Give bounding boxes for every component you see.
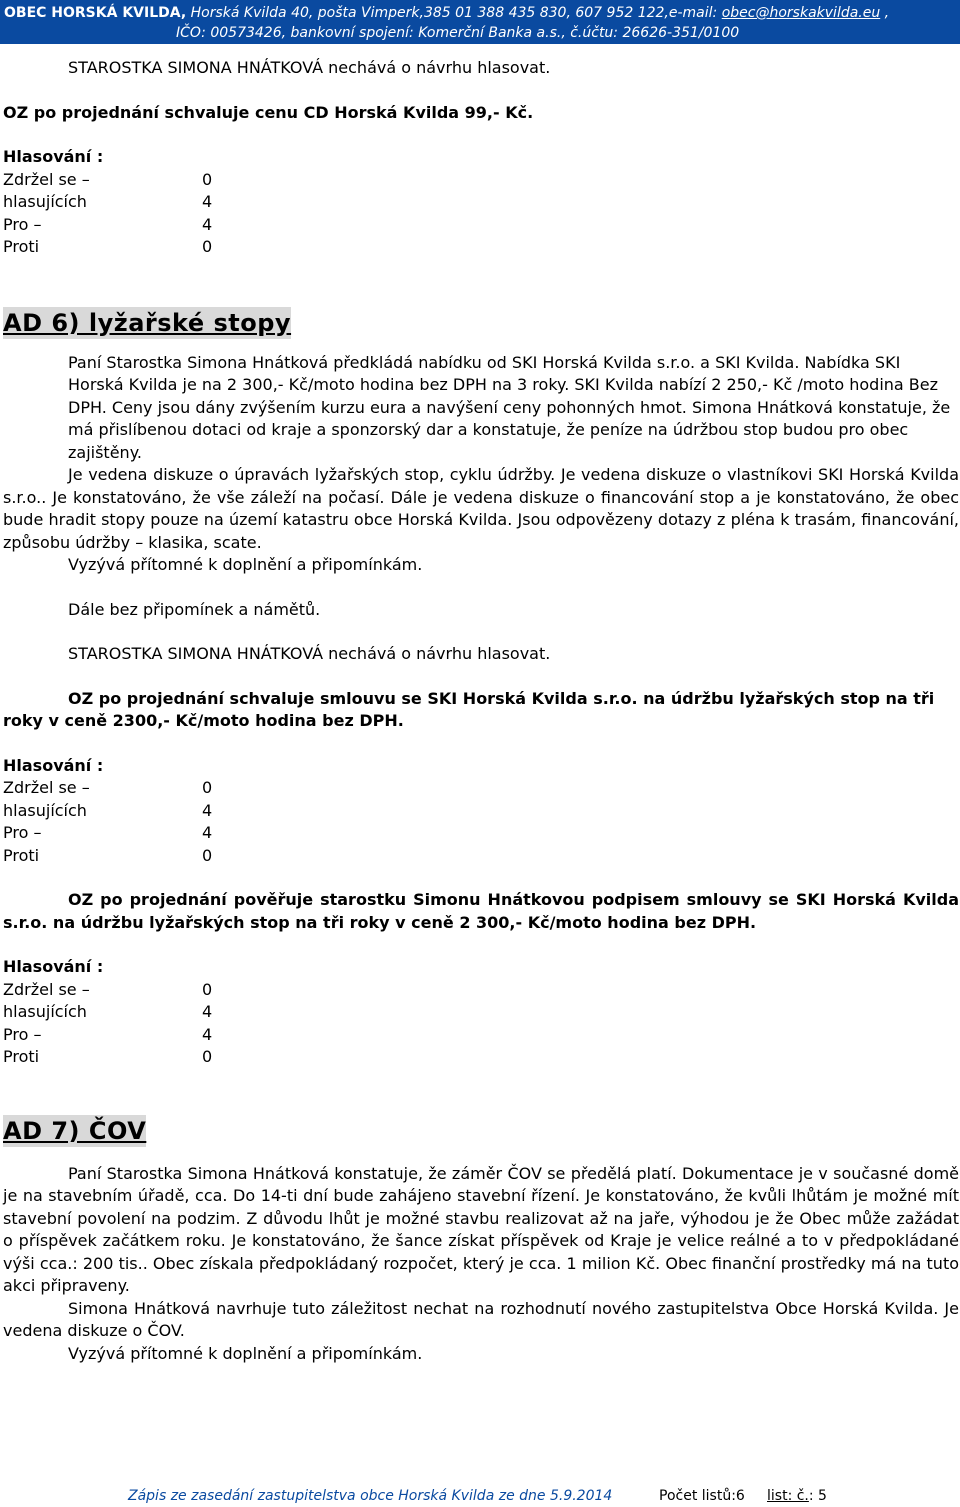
vote-value: 0 [202,845,213,865]
vote-value: 4 [202,192,213,211]
vote-value: 4 [202,800,213,820]
letterhead-line-1 [4,3,956,23]
vote-row-abstain [3,979,959,1002]
section-6-paragraph-4: Dále bez připomínek a námětů. [68,599,321,619]
vote-value: 0 [202,237,213,256]
section-6-resolution-2: OZ po projednání pověřuje starostku Simonu Hnátkovou podpisem smlouvy se SKI Horská Kvilda s.r.o. na údržbu lyžařských stop na tři roky v ceně 2 300,- Kč/moto hodina bez DPH. [3,890,959,932]
vote-label: Zdržel se – [3,169,90,189]
vote-value: 0 [202,778,213,797]
vote-value: 4 [202,1002,213,1021]
vote-title: Hlasování : [3,755,104,775]
vote-row-for [3,214,959,237]
vote-value: 4 [202,214,213,234]
letterhead-line-2: IČO: 00573426, bankovní spojení: Komerční Banka a.s., č.účtu: 26626-351/0100 [176,25,740,41]
vote-row-voting [3,800,959,823]
vote-value: 0 [202,979,213,999]
section-6-paragraph-2: Je vedena diskuze o úpravách lyžařských stop, cyklu údržby. Je vedena diskuze o vlastníkovi SKI Horská Kvilda s.r.o.. Je konstatováno, že vše záleží na počasí. Dále je vedena diskuze o financování stop a je konstatováno, že obec bude hradit stopy pouze na území katastru obce Horská Kvilda. Jsou odpovězeny dotazy z pléna k trasám, financování, způsobu údržby – klasika, scate. [3,465,959,552]
page-count: Počet listů:6 [659,1488,745,1504]
vote-block-2 [3,755,959,868]
vote-label: hlasujících [3,1002,87,1021]
vote-label: hlasujících [3,192,87,211]
vote-value: 4 [202,1024,213,1044]
section-6-paragraph-3: Vyzývá přítomné k doplnění a připomínkám. [68,555,423,574]
vote-row-against [3,845,959,868]
vote-label: Proti [3,237,40,256]
section-6-paragraph-1: Paní Starostka Simona Hnátková předkládá nabídku od SKI Horská Kvilda s.r.o. a SKI Kvilda. Nabídka SKI Horská Kvilda je na 2 300,- Kč/moto hodina bez DPH na 3 roky. SKI Kvilda nabízí 2 250,- Kč /moto hodina Bez DPH. Ceny jsou dány zvýšením kurzu eura a navýšení ceny pohonných hmot. Simona Hnátková konstatuje, že má přislíbenou dotaci od kraje a sponzorský dar a konstatuje, že peníze na údržbou stop budou pro obec zajištěny. [68,352,951,462]
vote-row-abstain [3,169,959,192]
vote-row-voting [3,1001,959,1024]
section-heading-6: AD 6) lyžařské stopy [3,308,292,337]
section-heading-7: AD 7) ČOV [3,1116,147,1145]
vote-label: Zdržel se – [3,979,90,999]
vote-value: 0 [202,169,213,189]
vote-label: Pro – [3,823,42,842]
vote-label: hlasujících [3,800,87,820]
letterhead [0,0,960,44]
sheet-value: : 5 [808,1488,827,1504]
meeting-minutes-label: Zápis ze zasedání zastupitelstva obce Horská Kvilda ze dne 5.9.2014 [128,1488,613,1504]
section-7-paragraph-3: Vyzývá přítomné k doplnění a připomínkám. [68,1343,423,1363]
vote-value: 4 [202,823,213,842]
vote-label: Proti [3,1047,40,1066]
separator: , [880,5,890,21]
vote-label: Pro – [3,214,42,234]
section-6-vote-call: STAROSTKA SIMONA HNÁTKOVÁ nechává o návrhu hlasovat. [68,644,551,663]
vote-row-for [3,1024,959,1047]
vote-value: 0 [202,1047,213,1066]
section-7-paragraph-1: Paní Starostka Simona Hnátková konstatuje, že záměr ČOV se předělá platí. Dokumentace je v současné domě je na stavebním úřadě, cca. Do 14-ti dní bude zahájeno stavební řízení. Je konstatováno, že kvůli lhůtám je možné mít stavební povolení na podzim. Z důvodu lhůt je možné stavbu realizovat až na jaře, výhodou je že Obec může zažádat o příspěvek začátkem roku. Je konstatováno, že šance získat příspěvek od Kraje je velice reálné a to v předpokládané výši cca.: 200 tis.. Obec získala předpokládaný rozpočet, který je cca. 1 milion Kč. Obec finanční prostředky má na tuto akci připraveny. [3,1163,959,1295]
address: Horská Kvilda 40, pošta Vimperk,385 01 388 435 830, 607 952 122,e-mail: [186,5,722,21]
vote-row-against [3,1046,959,1069]
vote-label: Zdržel se – [3,778,90,797]
vote-row-abstain [3,777,959,800]
vote-row-voting [3,191,959,214]
sheet-label: list: č. [767,1488,809,1504]
email-link[interactable]: obec@horskakvilda.eu [721,5,881,21]
sheet-number [767,1487,827,1505]
vote-label: Proti [3,845,40,865]
vote-label: Pro – [3,1024,42,1044]
vote-block-3 [3,956,959,1069]
resolution-cd-price: OZ po projednání schvaluje cenu CD Horská Kvilda 99,- Kč. [3,102,534,122]
section-6-resolution-1: OZ po projednání schvaluje smlouvu se SKI Horská Kvilda s.r.o. na údržbu lyžařských stop na tři roky v ceně 2300,- Kč/moto hodina bez DPH. [3,688,935,730]
vote-title: Hlasování : [3,957,104,976]
vote-call: STAROSTKA SIMONA HNÁTKOVÁ nechává o návrhu hlasovat. [68,58,551,77]
vote-row-against [3,236,959,259]
vote-block-1 [3,146,959,259]
municipality-name: OBEC HORSKÁ KVILDA, [4,5,187,21]
vote-row-for [3,822,959,845]
vote-title: Hlasování : [3,147,104,166]
section-7-paragraph-2: Simona Hnátková navrhuje tuto záležitost nechat na rozhodnutí nového zastupitelstva Obce Horská Kvilda. Je vedena diskuze o ČOV. [3,1298,959,1340]
document-body [3,57,959,1365]
